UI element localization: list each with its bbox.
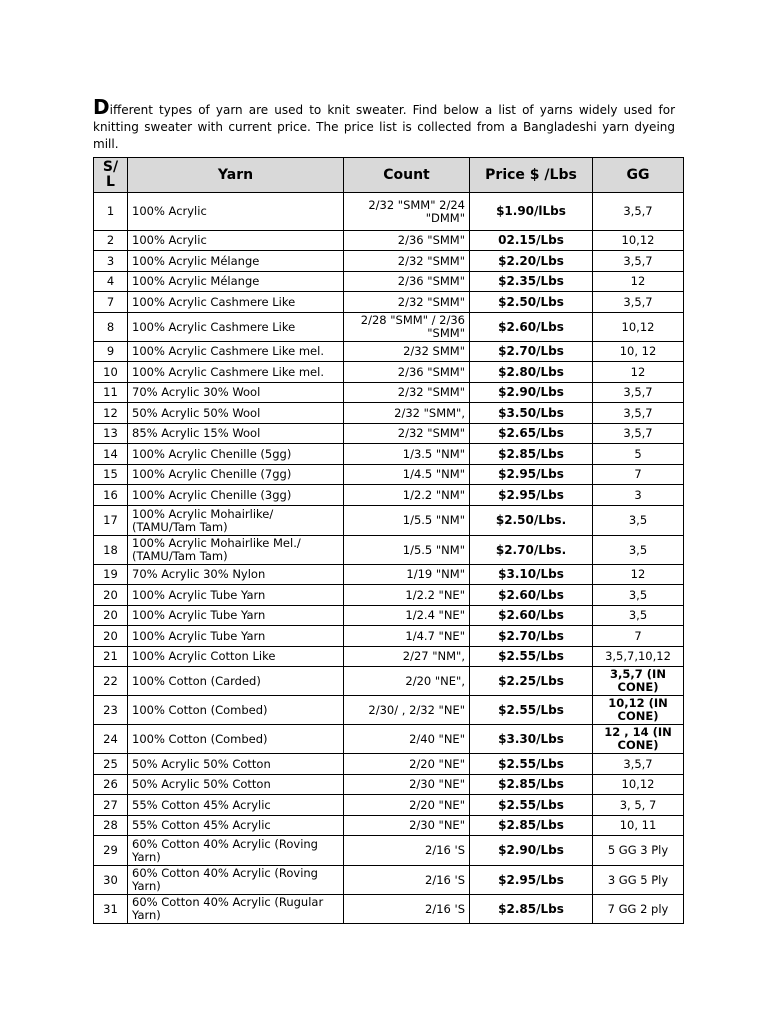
table-body <box>94 193 684 924</box>
cell-count: 2/16 'S <box>344 895 470 924</box>
cell-count: 2/40 "NE" <box>344 725 470 754</box>
cell-gg: 3,5 <box>593 585 684 606</box>
cell-yarn: 100% Acrylic Tube Yarn <box>128 585 344 606</box>
cell-price: $2.65/Lbs <box>470 424 593 444</box>
cell-sl: 10 <box>94 362 128 383</box>
cell-sl: 28 <box>94 816 128 836</box>
cell-price: $2.35/Lbs <box>470 272 593 292</box>
cell-gg: 3,5,7 <box>593 251 684 272</box>
cell-sl: 12 <box>94 403 128 424</box>
cell-count: 1/2.2 "NE" <box>344 585 470 606</box>
cell-sl: 9 <box>94 342 128 362</box>
cell-price: 02.15/Lbs <box>470 231 593 251</box>
cell-yarn: 70% Acrylic 30% Wool <box>128 383 344 403</box>
table-row <box>94 836 684 866</box>
cell-sl: 21 <box>94 647 128 667</box>
cell-yarn: 50% Acrylic 50% Cotton <box>128 775 344 795</box>
table-row <box>94 342 684 362</box>
cell-yarn: 50% Acrylic 50% Wool <box>128 403 344 424</box>
cell-count: 1/3.5 "NM" <box>344 444 470 465</box>
cell-sl: 15 <box>94 465 128 485</box>
cell-yarn: 70% Acrylic 30% Nylon <box>128 565 344 585</box>
cell-count: 2/20 "NE" <box>344 795 470 816</box>
cell-gg: 3,5,7 <box>593 292 684 313</box>
cell-sl: 23 <box>94 696 128 725</box>
cell-yarn: 100% Acrylic <box>128 231 344 251</box>
cell-count: 2/20 "NE" <box>344 754 470 775</box>
cell-gg: 10, 11 <box>593 816 684 836</box>
cell-yarn: 100% Cotton (Carded) <box>128 667 344 696</box>
cell-count: 2/36 "SMM" <box>344 362 470 383</box>
table-row <box>94 585 684 606</box>
table-row <box>94 536 684 565</box>
cell-sl: 4 <box>94 272 128 292</box>
cell-price: $2.55/Lbs <box>470 795 593 816</box>
cell-price: $2.20/Lbs <box>470 251 593 272</box>
cell-price: $2.95/Lbs <box>470 866 593 895</box>
table-row <box>94 647 684 667</box>
cell-price: $2.95/Lbs <box>470 485 593 506</box>
cell-sl: 20 <box>94 585 128 606</box>
cell-count: 2/27 "NM", <box>344 647 470 667</box>
cell-gg: 12 , 14 (IN CONE) <box>593 725 684 754</box>
table-row <box>94 272 684 292</box>
cell-gg: 3,5 <box>593 506 684 536</box>
cell-price: $2.60/Lbs <box>470 606 593 626</box>
table-row <box>94 444 684 465</box>
cell-price: $2.55/Lbs <box>470 647 593 667</box>
cell-yarn: 100% Acrylic Mohairlike/ (TAMU/Tam Tam) <box>128 506 344 536</box>
table-row <box>94 866 684 895</box>
cell-count: 2/32 "SMM", <box>344 403 470 424</box>
table-row <box>94 795 684 816</box>
cell-gg: 7 <box>593 465 684 485</box>
cell-price: $3.10/Lbs <box>470 565 593 585</box>
cell-yarn: 100% Acrylic Mohairlike Mel./ (TAMU/Tam Tam) <box>128 536 344 565</box>
header-sl: S/ L <box>94 158 128 193</box>
cell-count: 2/32 "SMM" <box>344 292 470 313</box>
cell-sl: 8 <box>94 313 128 342</box>
cell-yarn: 60% Cotton 40% Acrylic (Rugular Yarn) <box>128 895 344 924</box>
cell-sl: 18 <box>94 536 128 565</box>
cell-price: $2.85/Lbs <box>470 444 593 465</box>
cell-count: 1/5.5 "NM" <box>344 506 470 536</box>
cell-gg: 12 <box>593 272 684 292</box>
cell-price: $2.90/Lbs <box>470 836 593 866</box>
cell-sl: 24 <box>94 725 128 754</box>
cell-gg: 10,12 <box>593 231 684 251</box>
header-yarn: Yarn <box>128 158 344 193</box>
cell-sl: 13 <box>94 424 128 444</box>
cell-price: $2.60/Lbs <box>470 585 593 606</box>
cell-gg: 3 GG 5 Ply <box>593 866 684 895</box>
cell-gg: 10,12 <box>593 313 684 342</box>
table-row <box>94 775 684 795</box>
cell-yarn: 100% Acrylic Cashmere Like mel. <box>128 362 344 383</box>
cell-sl: 7 <box>94 292 128 313</box>
cell-yarn: 100% Acrylic Chenille (3gg) <box>128 485 344 506</box>
cell-gg: 3,5,7 (IN CONE) <box>593 667 684 696</box>
cell-price: $2.70/Lbs <box>470 342 593 362</box>
cell-count: 2/30/ , 2/32 "NE" <box>344 696 470 725</box>
table-row <box>94 424 684 444</box>
cell-sl: 27 <box>94 795 128 816</box>
cell-yarn: 85% Acrylic 15% Wool <box>128 424 344 444</box>
cell-gg: 3, 5, 7 <box>593 795 684 816</box>
cell-sl: 22 <box>94 667 128 696</box>
table-row <box>94 465 684 485</box>
cell-gg: 3,5 <box>593 536 684 565</box>
cell-price: $2.55/Lbs <box>470 696 593 725</box>
table-row <box>94 606 684 626</box>
cell-gg: 12 <box>593 362 684 383</box>
cell-count: 2/16 'S <box>344 836 470 866</box>
cell-sl: 16 <box>94 485 128 506</box>
intro-paragraph <box>93 95 675 153</box>
cell-count: 2/16 'S <box>344 866 470 895</box>
cell-yarn: 100% Acrylic Chenille (7gg) <box>128 465 344 485</box>
table-row <box>94 362 684 383</box>
cell-sl: 20 <box>94 626 128 647</box>
cell-price: $2.90/Lbs <box>470 383 593 403</box>
cell-gg: 3,5,7 <box>593 383 684 403</box>
cell-yarn: 55% Cotton 45% Acrylic <box>128 816 344 836</box>
cell-gg: 3,5,7 <box>593 193 684 231</box>
cell-gg: 10,12 <box>593 775 684 795</box>
cell-price: $2.25/Lbs <box>470 667 593 696</box>
cell-gg: 3 <box>593 485 684 506</box>
cell-count: 2/32 "SMM" <box>344 424 470 444</box>
cell-yarn: 100% Acrylic <box>128 193 344 231</box>
cell-price: $2.85/Lbs <box>470 816 593 836</box>
cell-gg: 3,5 <box>593 606 684 626</box>
intro-text: ifferent types of yarn are used to knit sweater. Find below a list of yarns widely used for knitting sweater with current price. The price list is collected from a Bangladeshi yarn dyeing mill. <box>93 103 675 151</box>
table-row <box>94 251 684 272</box>
cell-count: 1/4.7 "NE" <box>344 626 470 647</box>
cell-yarn: 100% Acrylic Tube Yarn <box>128 626 344 647</box>
table-row <box>94 816 684 836</box>
cell-count: 1/4.5 "NM" <box>344 465 470 485</box>
table-row <box>94 313 684 342</box>
table-row <box>94 754 684 775</box>
cell-count: 2/36 "SMM" <box>344 272 470 292</box>
cell-yarn: 100% Acrylic Cashmere Like mel. <box>128 342 344 362</box>
cell-count: 2/32 SMM" <box>344 342 470 362</box>
cell-price: $2.85/Lbs <box>470 775 593 795</box>
cell-gg: 10,12 (IN CONE) <box>593 696 684 725</box>
cell-price: $2.95/Lbs <box>470 465 593 485</box>
cell-count: 1/5.5 "NM" <box>344 536 470 565</box>
cell-sl: 30 <box>94 866 128 895</box>
cell-price: $3.30/Lbs <box>470 725 593 754</box>
cell-price: $2.70/Lbs <box>470 626 593 647</box>
cell-price: $2.70/Lbs. <box>470 536 593 565</box>
cell-price: $3.50/Lbs <box>470 403 593 424</box>
cell-yarn: 60% Cotton 40% Acrylic (Roving Yarn) <box>128 836 344 866</box>
cell-sl: 26 <box>94 775 128 795</box>
cell-gg: 3,5,7 <box>593 403 684 424</box>
cell-price: $2.55/Lbs <box>470 754 593 775</box>
header-count: Count <box>344 158 470 193</box>
cell-gg: 5 GG 3 Ply <box>593 836 684 866</box>
header-price: Price $ /Lbs <box>470 158 593 193</box>
cell-yarn: 50% Acrylic 50% Cotton <box>128 754 344 775</box>
table-header-row <box>94 158 684 193</box>
cell-price: $2.85/Lbs <box>470 895 593 924</box>
cell-yarn: 100% Cotton (Combed) <box>128 725 344 754</box>
cell-count: 2/32 "SMM" <box>344 383 470 403</box>
table-row <box>94 383 684 403</box>
table-row <box>94 193 684 231</box>
cell-gg: 3,5,7 <box>593 424 684 444</box>
cell-yarn: 100% Acrylic Mélange <box>128 251 344 272</box>
table-row <box>94 696 684 725</box>
table-row <box>94 506 684 536</box>
cell-count: 2/28 "SMM" / 2/36 "SMM" <box>344 313 470 342</box>
cell-count: 1/2.4 "NE" <box>344 606 470 626</box>
cell-yarn: 100% Acrylic Chenille (5gg) <box>128 444 344 465</box>
cell-yarn: 55% Cotton 45% Acrylic <box>128 795 344 816</box>
cell-price: $2.60/Lbs <box>470 313 593 342</box>
cell-sl: 31 <box>94 895 128 924</box>
cell-yarn: 60% Cotton 40% Acrylic (Roving Yarn) <box>128 866 344 895</box>
table-row <box>94 667 684 696</box>
cell-count: 1/2.2 "NM" <box>344 485 470 506</box>
cell-sl: 3 <box>94 251 128 272</box>
cell-price: $2.50/Lbs. <box>470 506 593 536</box>
cell-yarn: 100% Acrylic Cashmere Like <box>128 313 344 342</box>
yarn-price-table <box>93 157 684 924</box>
cell-yarn: 100% Acrylic Cashmere Like <box>128 292 344 313</box>
table-row <box>94 565 684 585</box>
table-row <box>94 292 684 313</box>
cell-sl: 2 <box>94 231 128 251</box>
cell-count: 2/30 "NE" <box>344 816 470 836</box>
table-row <box>94 231 684 251</box>
cell-sl: 25 <box>94 754 128 775</box>
cell-sl: 14 <box>94 444 128 465</box>
cell-sl: 20 <box>94 606 128 626</box>
cell-gg: 3,5,7,10,12 <box>593 647 684 667</box>
cell-gg: 5 <box>593 444 684 465</box>
cell-sl: 29 <box>94 836 128 866</box>
cell-count: 2/30 "NE" <box>344 775 470 795</box>
cell-count: 2/20 "NE", <box>344 667 470 696</box>
cell-yarn: 100% Cotton (Combed) <box>128 696 344 725</box>
cell-count: 2/32 "SMM" <box>344 251 470 272</box>
cell-sl: 17 <box>94 506 128 536</box>
table-row <box>94 725 684 754</box>
cell-gg: 10, 12 <box>593 342 684 362</box>
cell-sl: 19 <box>94 565 128 585</box>
intro-dropcap: D <box>93 95 110 119</box>
table-row <box>94 895 684 924</box>
header-gg: GG <box>593 158 684 193</box>
cell-price: $2.80/Lbs <box>470 362 593 383</box>
cell-gg: 7 <box>593 626 684 647</box>
table-row <box>94 403 684 424</box>
cell-sl: 11 <box>94 383 128 403</box>
cell-gg: 7 GG 2 ply <box>593 895 684 924</box>
cell-sl: 1 <box>94 193 128 231</box>
table-row <box>94 485 684 506</box>
cell-count: 2/36 "SMM" <box>344 231 470 251</box>
cell-gg: 3,5,7 <box>593 754 684 775</box>
cell-yarn: 100% Acrylic Tube Yarn <box>128 606 344 626</box>
cell-yarn: 100% Acrylic Mélange <box>128 272 344 292</box>
cell-yarn: 100% Acrylic Cotton Like <box>128 647 344 667</box>
cell-price: $2.50/Lbs <box>470 292 593 313</box>
cell-price: $1.90/lLbs <box>470 193 593 231</box>
cell-gg: 12 <box>593 565 684 585</box>
cell-count: 2/32 "SMM" 2/24 "DMM" <box>344 193 470 231</box>
table-row <box>94 626 684 647</box>
cell-count: 1/19 "NM" <box>344 565 470 585</box>
